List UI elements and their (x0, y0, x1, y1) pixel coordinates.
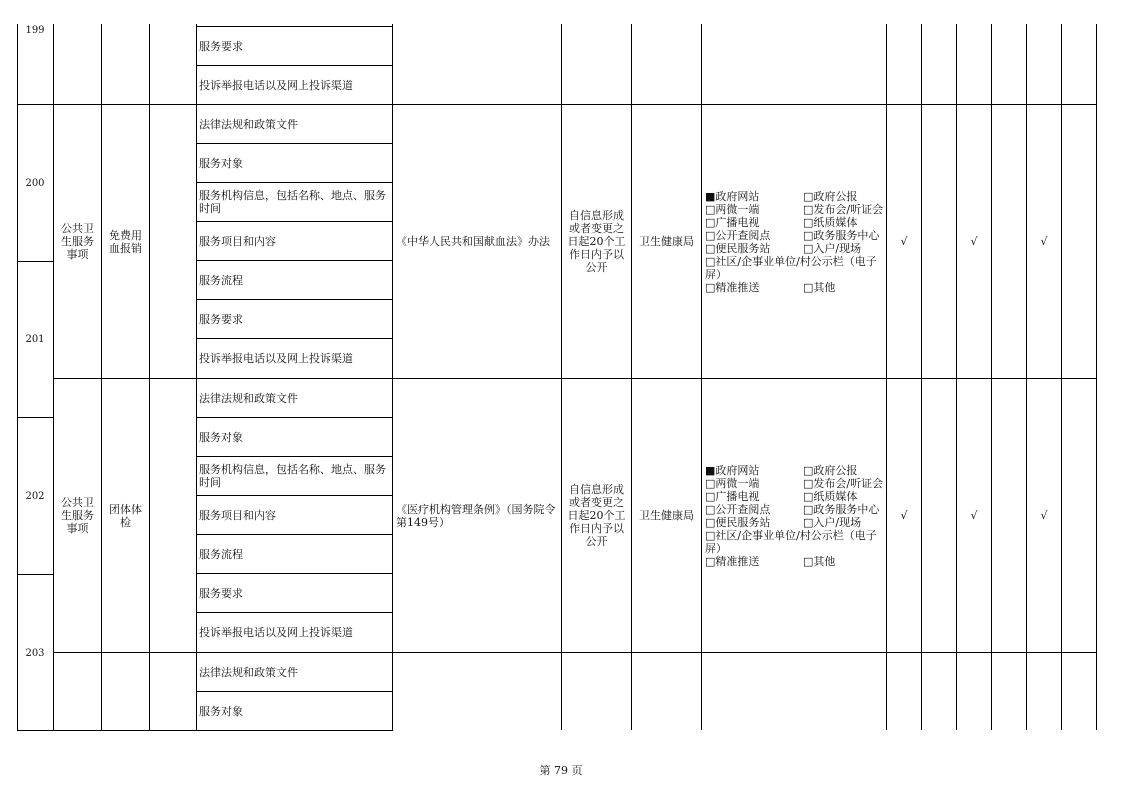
channel-option: □公开查阅点 (705, 228, 771, 242)
channel-option: □纸质媒体 (803, 215, 858, 229)
channel-option: □便民服务站 (705, 241, 771, 255)
grid-line (1096, 24, 1097, 730)
channel-option: □精准推送 (705, 554, 760, 568)
item-cell: 服务项目和内容 (199, 508, 276, 522)
channel-option: □入户/现场 (803, 241, 862, 255)
channel-option: □广播电视 (705, 489, 760, 503)
basis-cell: 《中华人民共和国献血法》办法 (396, 235, 550, 248)
grid-line (196, 65, 393, 66)
grid-line (196, 691, 393, 692)
channel-option: □两微一端 (705, 476, 760, 490)
agency-cell: 卫生健康局 (639, 509, 694, 522)
category-cell: 公共卫生服务事项 (61, 496, 94, 535)
grid-line (196, 260, 393, 261)
check-mark: √ (1040, 509, 1048, 522)
grid-line (17, 24, 18, 730)
grid-line (1061, 24, 1062, 730)
item-cell: 法律法规和政策文件 (199, 391, 298, 405)
item-cell: 服务流程 (199, 273, 243, 287)
channel-option: □发布会/听证会 (803, 202, 884, 216)
item-cell: 服务要求 (199, 312, 243, 326)
item-cell: 投诉举报电话以及网上投诉渠道 (199, 78, 353, 92)
grid-line (196, 417, 393, 418)
grid-line (631, 24, 632, 730)
channel-option: □纸质媒体 (803, 489, 858, 503)
row-number: 203 (25, 647, 45, 659)
grid-line (17, 574, 54, 575)
channel-option: □公开查阅点 (705, 502, 771, 516)
channel-option: □发布会/听证会 (803, 476, 884, 490)
grid-line (149, 24, 150, 730)
grid-line (392, 24, 393, 730)
grid-line (17, 261, 54, 262)
channel-option: □其他 (803, 554, 836, 568)
grid-line (101, 24, 102, 730)
item-cell: 服务要求 (199, 39, 243, 53)
channel-option: □政务服务中心 (803, 502, 880, 516)
row-number: 200 (25, 177, 45, 189)
grid-line (196, 456, 393, 457)
channel-option: ■政府网站 (705, 463, 760, 477)
grid-line (196, 534, 393, 535)
channel-option: □政府公报 (803, 463, 858, 477)
grid-line (991, 24, 992, 730)
item-cell: 服务对象 (199, 430, 243, 444)
row-number: 201 (25, 334, 45, 345)
item-cell: 法律法规和政策文件 (199, 117, 298, 131)
grid-line (196, 24, 197, 730)
page-number: 第 79 页 (539, 764, 583, 777)
grid-line (196, 26, 393, 27)
check-mark: √ (1040, 235, 1048, 248)
item-cell: 服务对象 (199, 156, 243, 170)
grid-line (196, 221, 393, 222)
channel-option: □广播电视 (705, 215, 760, 229)
channel-option: □政府公报 (803, 189, 858, 203)
item-cell: 投诉举报电话以及网上投诉渠道 (199, 351, 353, 365)
channels-cell (702, 379, 886, 652)
item-cell: 服务要求 (199, 586, 243, 600)
grid-line (53, 378, 1097, 379)
basis-cell: 《医疗机构管理条例》（国务院令第149号） (396, 502, 556, 529)
grid-line (196, 143, 393, 144)
grid-line (17, 730, 393, 731)
grid-line (921, 24, 922, 730)
check-mark: √ (970, 235, 978, 248)
item-cell: 服务流程 (199, 547, 243, 561)
grid-line (17, 417, 54, 418)
grid-line (53, 24, 54, 730)
item-cell: 服务机构信息，包括名称、地点、服务时间 (199, 189, 386, 215)
category-cell: 公共卫生服务事项 (61, 222, 94, 261)
row-number: 199 (25, 25, 45, 36)
item-cell: 服务对象 (199, 704, 243, 718)
item-cell: 法律法规和政策文件 (199, 665, 298, 679)
channels-cell (702, 105, 886, 378)
check-mark: √ (900, 235, 908, 248)
channel-option: □精准推送 (705, 280, 760, 294)
grid-line (886, 24, 887, 730)
channel-option: □政务服务中心 (803, 228, 880, 242)
row-number: 202 (25, 490, 45, 502)
check-mark: √ (900, 509, 908, 522)
timing-cell: 自信息形成或者变更之日起20个工作日内予以公开 (567, 483, 626, 548)
item-cell: 服务机构信息，包括名称、地点、服务时间 (199, 463, 386, 489)
timing-cell: 自信息形成或者变更之日起20个工作日内予以公开 (567, 209, 626, 274)
channel-option: □其他 (803, 280, 836, 294)
agency-cell: 卫生健康局 (639, 235, 694, 248)
check-mark: √ (970, 509, 978, 522)
grid-line (196, 182, 393, 183)
grid-line (1026, 24, 1027, 730)
grid-line (17, 104, 1097, 105)
item-cell: 投诉举报电话以及网上投诉渠道 (199, 625, 353, 639)
grid-line (196, 573, 393, 574)
channel-option: □两微一端 (705, 202, 760, 216)
channel-option: □社区/企事业单位/村公示栏（电子屏） (705, 254, 877, 281)
grid-line (196, 338, 393, 339)
grid-line (196, 612, 393, 613)
channel-option: □入户/现场 (803, 515, 862, 529)
grid-line (701, 24, 702, 730)
channel-option: □便民服务站 (705, 515, 771, 529)
item-cell: 服务项目和内容 (199, 234, 276, 248)
grid-line (53, 652, 1097, 653)
grid-line (561, 24, 562, 730)
grid-line (196, 299, 393, 300)
channel-option: ■政府网站 (705, 189, 760, 203)
channel-option: □社区/企事业单位/村公示栏（电子屏） (705, 528, 877, 555)
subcategory-cell: 免费用血报销 (109, 228, 142, 255)
subcategory-cell: 团体体检 (109, 502, 142, 529)
grid-line (196, 495, 393, 496)
grid-line (956, 24, 957, 730)
